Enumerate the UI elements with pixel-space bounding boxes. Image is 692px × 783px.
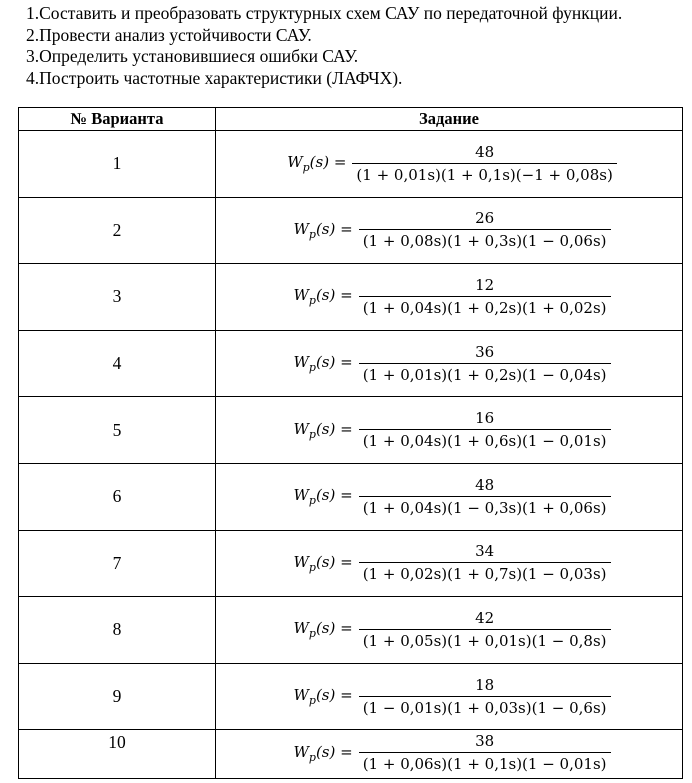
table-row: [19, 397, 683, 464]
numerator: 38: [475, 732, 495, 751]
task-list: [26, 3, 686, 89]
numerator: 36: [475, 342, 495, 361]
lhs-symbol: W: [293, 486, 309, 505]
lhs-argument: (s) =: [309, 153, 347, 172]
lhs-argument: (s) =: [315, 619, 353, 638]
numerator: 18: [475, 675, 495, 694]
task-cell: [216, 197, 683, 264]
denominator: (1 + 0,04s)(1 + 0,2s)(1 + 0,02s): [359, 296, 611, 318]
lhs-argument: (s) =: [315, 353, 353, 372]
lhs-argument: (s) =: [315, 686, 353, 705]
transfer-function-label: [287, 153, 346, 174]
transfer-function-label: [293, 686, 352, 707]
denominator: (1 + 0,06s)(1 + 0,1s)(1 − 0,01s): [359, 752, 611, 774]
transfer-function: [222, 476, 682, 518]
numerator: 48: [475, 475, 495, 494]
transfer-function-label: [293, 619, 352, 640]
table-row: [19, 597, 683, 664]
lhs-symbol: W: [293, 219, 309, 238]
lhs-subscript: p: [308, 627, 316, 641]
lhs-subscript: p: [308, 560, 316, 574]
variant-number: 9: [19, 663, 216, 730]
variant-number: 8: [19, 597, 216, 664]
transfer-function-label: [293, 486, 352, 507]
task-item: 4.Построить частотные характеристики (ЛАФЧХ).: [26, 67, 403, 88]
numerator: 34: [475, 542, 495, 561]
fraction: [359, 609, 611, 651]
lhs-symbol: W: [293, 286, 309, 305]
table-row: [19, 663, 683, 730]
transfer-function: [222, 343, 682, 385]
lhs-argument: (s) =: [315, 486, 353, 505]
lhs-symbol: W: [293, 619, 309, 638]
table-body: [19, 131, 683, 779]
lhs-argument: (s) =: [315, 742, 353, 761]
table-row: [19, 530, 683, 597]
task-cell: [216, 397, 683, 464]
transfer-function: [222, 276, 682, 318]
lhs-symbol: W: [293, 353, 309, 372]
lhs-argument: (s) =: [315, 219, 353, 238]
transfer-function-label: [293, 220, 352, 241]
numerator: 42: [475, 608, 495, 627]
variant-number: 10: [19, 730, 216, 779]
table-row: [19, 463, 683, 530]
lhs-symbol: W: [287, 153, 303, 172]
table-row: [19, 131, 683, 198]
table-row: [19, 330, 683, 397]
transfer-function-label: [293, 353, 352, 374]
transfer-function-label: [293, 553, 352, 574]
lhs-subscript: p: [308, 427, 316, 441]
variants-table: [18, 107, 683, 779]
lhs-symbol: W: [293, 742, 309, 761]
lhs-subscript: p: [308, 361, 316, 375]
lhs-argument: (s) =: [315, 552, 353, 571]
fraction: [359, 343, 611, 385]
lhs-subscript: p: [308, 227, 316, 241]
denominator: (1 + 0,01s)(1 + 0,1s)(−1 + 0,08s): [352, 163, 616, 185]
header-task: Задание: [216, 108, 683, 131]
lhs-argument: (s) =: [315, 419, 353, 438]
lhs-subscript: p: [308, 294, 316, 308]
variant-number: 5: [19, 397, 216, 464]
lhs-subscript: p: [308, 694, 316, 708]
transfer-function: [222, 409, 682, 451]
numerator: 48: [475, 142, 495, 161]
table-header-row: [19, 108, 683, 131]
variant-number: 1: [19, 131, 216, 198]
transfer-function-label: [293, 420, 352, 441]
lhs-symbol: W: [293, 686, 309, 705]
table-row: [19, 264, 683, 331]
transfer-function: [222, 676, 682, 718]
lhs-subscript: p: [308, 494, 316, 508]
task-cell: [216, 597, 683, 664]
denominator: (1 + 0,04s)(1 + 0,6s)(1 − 0,01s): [359, 429, 611, 451]
denominator: (1 + 0,05s)(1 + 0,01s)(1 − 0,8s): [359, 629, 611, 651]
task-cell: [216, 663, 683, 730]
task-cell: [216, 330, 683, 397]
fraction: [352, 143, 616, 185]
task-item: 2.Провести анализ устойчивости САУ.: [26, 24, 312, 45]
lhs-subscript: p: [308, 750, 316, 764]
fraction: [359, 476, 611, 518]
task-cell: [216, 463, 683, 530]
lhs-symbol: W: [293, 419, 309, 438]
transfer-function-label: [293, 743, 352, 764]
transfer-function: [222, 143, 682, 185]
transfer-function-label: [293, 286, 352, 307]
fraction: [359, 409, 611, 451]
numerator: 26: [475, 209, 495, 228]
table-row: [19, 197, 683, 264]
task-cell: [216, 131, 683, 198]
variant-number: 4: [19, 330, 216, 397]
table-row: [19, 730, 683, 779]
transfer-function: [222, 732, 682, 774]
task-cell: [216, 264, 683, 331]
variant-number: 3: [19, 264, 216, 331]
task-cell: [216, 730, 683, 779]
numerator: 12: [475, 275, 495, 294]
fraction: [359, 542, 611, 584]
denominator: (1 − 0,01s)(1 + 0,03s)(1 − 0,6s): [359, 696, 611, 718]
task-cell: [216, 530, 683, 597]
denominator: (1 + 0,04s)(1 − 0,3s)(1 + 0,06s): [359, 496, 611, 518]
fraction: [359, 276, 611, 318]
variant-number: 2: [19, 197, 216, 264]
task-item: 1.Составить и преобразовать структурных схем САУ по передаточной функции.: [26, 3, 623, 23]
fraction: [359, 209, 611, 251]
denominator: (1 + 0,01s)(1 + 0,2s)(1 − 0,04s): [359, 363, 611, 385]
variant-number: 6: [19, 463, 216, 530]
transfer-function: [222, 542, 682, 584]
denominator: (1 + 0,02s)(1 + 0,7s)(1 − 0,03s): [359, 562, 611, 584]
fraction: [359, 676, 611, 718]
denominator: (1 + 0,08s)(1 + 0,3s)(1 − 0,06s): [359, 229, 611, 251]
transfer-function: [222, 209, 682, 251]
header-variant: № Варианта: [19, 108, 216, 131]
transfer-function: [222, 609, 682, 651]
lhs-subscript: p: [302, 161, 310, 175]
task-item: 3.Определить установившиеся ошибки САУ.: [26, 46, 359, 66]
fraction: [359, 732, 611, 774]
numerator: 16: [475, 409, 495, 428]
variant-number: 7: [19, 530, 216, 597]
lhs-argument: (s) =: [315, 286, 353, 305]
lhs-symbol: W: [293, 552, 309, 571]
